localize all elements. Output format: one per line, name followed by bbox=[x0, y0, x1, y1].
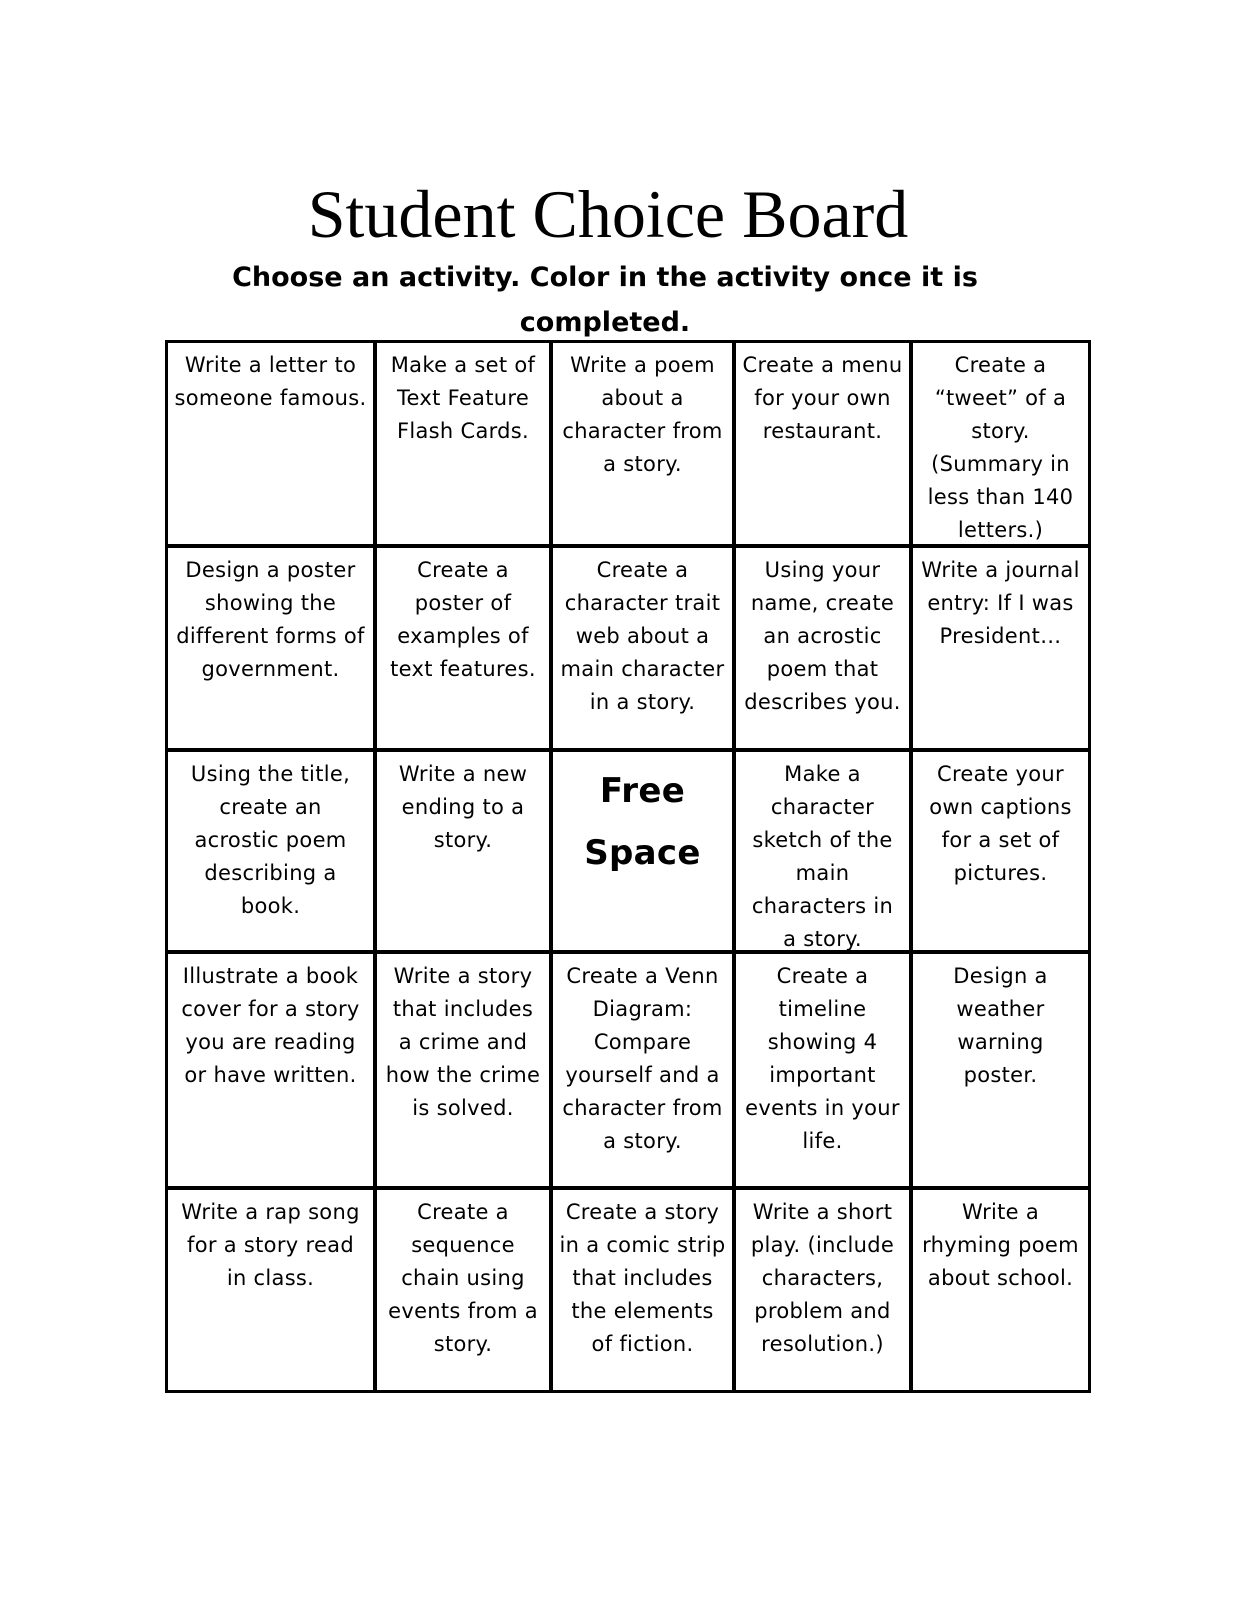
instructions: Choose an activity. Color in the activity once it is completed. bbox=[232, 262, 978, 338]
activity-cell[interactable]: Create a character trait web about a main character in a story. bbox=[560, 558, 725, 714]
page-title: Student Choice Board bbox=[307, 176, 909, 252]
activity-cell[interactable]: Write a journal entry: If I was President… bbox=[921, 558, 1080, 648]
activity-cell[interactable]: Create your own captions for a set of pictures. bbox=[929, 762, 1072, 885]
activity-cell[interactable]: Write a letter to someone famous. bbox=[174, 353, 367, 410]
activity-cell[interactable]: Write a story that includes a crime and how the crime is solved. bbox=[385, 964, 541, 1120]
activity-cell[interactable]: Create a timeline showing 4 important events in your life. bbox=[745, 964, 900, 1153]
free-space-cell[interactable]: Free Space bbox=[584, 771, 701, 873]
activity-cell[interactable]: Illustrate a book cover for a story you are reading or have written. bbox=[181, 964, 360, 1087]
activity-cell[interactable]: Write a short play. (include characters, problem and resolution.) bbox=[750, 1200, 895, 1356]
activity-cell[interactable]: Create a sequence chain using events from a story. bbox=[388, 1200, 538, 1356]
activity-cell[interactable]: Create a poster of examples of text features. bbox=[390, 558, 536, 681]
activity-cell[interactable]: Create a Venn Diagram: Compare yourself and a character from a story. bbox=[562, 964, 723, 1153]
activity-cell[interactable]: Design a poster showing the different forms of government. bbox=[176, 558, 365, 681]
activity-cell[interactable]: Write a new ending to a story. bbox=[398, 762, 528, 852]
activity-cell[interactable]: Design a weather warning poster. bbox=[953, 964, 1048, 1087]
choice-board bbox=[165, 340, 1091, 1393]
activity-cell[interactable]: Write a poem about a character from a story. bbox=[562, 353, 723, 476]
activity-cell[interactable]: Write a rhyming poem about school. bbox=[922, 1200, 1079, 1290]
activity-cell[interactable]: Make a character sketch of the main characters in a story. bbox=[751, 762, 894, 951]
activity-cell[interactable]: Create a story in a comic strip that includes the elements of fiction. bbox=[559, 1200, 726, 1356]
activity-cell[interactable]: Using the title, create an acrostic poem describing a book. bbox=[190, 762, 351, 918]
activity-cell[interactable]: Create a menu for your own restaurant. bbox=[742, 353, 903, 443]
activity-cell[interactable]: Write a rap song for a story read in class. bbox=[181, 1200, 360, 1290]
activity-cell[interactable]: Make a set of Text Feature Flash Cards. bbox=[390, 353, 536, 443]
activity-cell[interactable]: Using your name, create an acrostic poem that describes you. bbox=[744, 558, 901, 714]
activity-cell[interactable]: Create a “tweet” of a story. (Summary in less than 140 letters.) bbox=[927, 353, 1074, 542]
